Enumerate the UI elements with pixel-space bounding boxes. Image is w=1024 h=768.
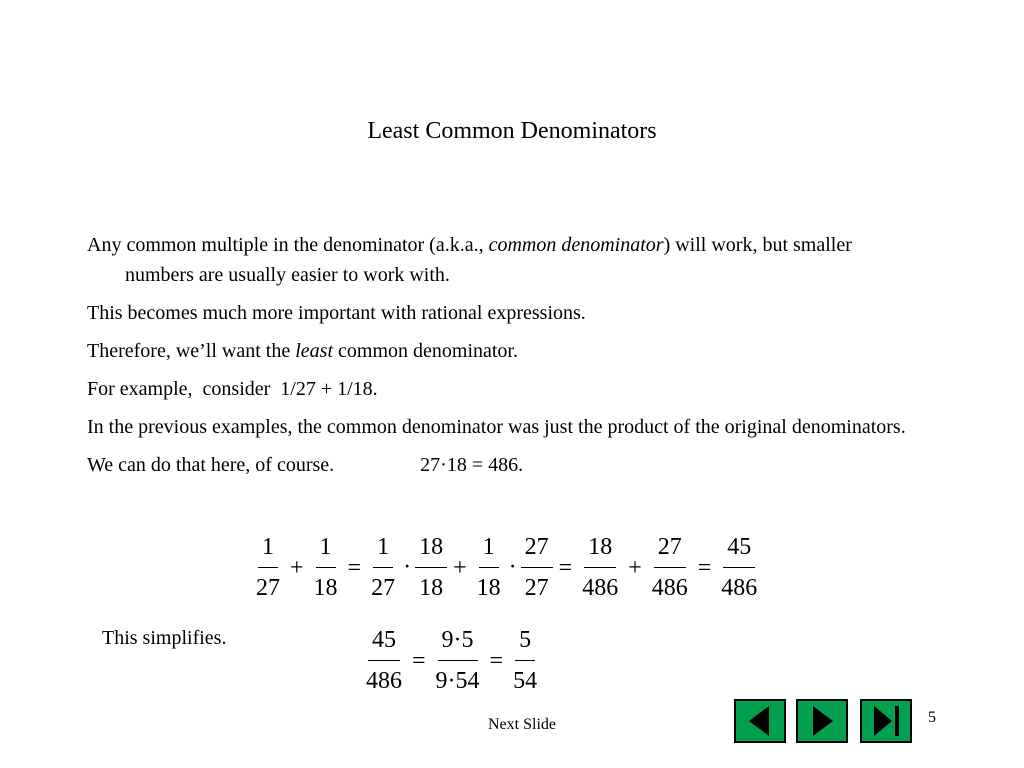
simplifies-label: This simplifies.: [102, 627, 227, 649]
fraction: [521, 531, 553, 604]
equals-operator: =: [489, 647, 504, 674]
paragraph-least-denominator: [87, 336, 917, 366]
paragraph-example: For example, consider 1/27 + 1/18.: [87, 378, 378, 400]
numerator: 1: [373, 531, 393, 568]
denominator: 54: [513, 668, 538, 694]
slide-body: [87, 230, 917, 488]
fraction: [432, 624, 484, 697]
denominator: 486: [651, 575, 688, 601]
numerator: 5: [515, 624, 535, 661]
text-run: Any common multiple in the denominator (a.k.a.,: [87, 234, 489, 256]
denominator: 27: [371, 575, 396, 601]
denominator: 27: [256, 575, 280, 601]
last-slide-icon: [862, 701, 910, 741]
fraction: [509, 624, 541, 697]
multiply-operator: ·: [403, 554, 412, 580]
paragraph-rational-expressions: This becomes much more important with rational expressions.: [87, 302, 586, 324]
previous-slide-icon: [736, 701, 784, 741]
next-slide-button[interactable]: [796, 699, 848, 743]
equals-operator: =: [697, 554, 712, 581]
equals-operator: =: [347, 554, 362, 581]
last-slide-button[interactable]: [860, 699, 912, 743]
plus-operator: +: [290, 554, 304, 581]
equation-simplify: [360, 624, 543, 697]
previous-slide-button[interactable]: [734, 699, 786, 743]
paragraph-previous-examples: In the previous examples, the common denominator was just the product of the original denominators.: [87, 416, 906, 438]
text-run: ) will work, but smaller numbers are usually easier to work with.: [125, 234, 852, 286]
equation-sum: [250, 531, 763, 604]
numerator: 27: [521, 531, 553, 568]
emphasis-text: common denominator: [488, 234, 664, 256]
denominator: 486: [721, 575, 758, 601]
numerator: 9·5: [438, 624, 478, 661]
fraction: [362, 624, 406, 697]
numerator: 1: [479, 531, 499, 568]
numerator: 1: [316, 531, 336, 568]
numerator: 1: [258, 531, 278, 568]
numerator: 18: [584, 531, 616, 568]
equals-operator: =: [558, 554, 573, 581]
next-slide-link[interactable]: Next Slide: [488, 716, 556, 733]
plus-operator: +: [628, 554, 642, 581]
fraction: [367, 531, 399, 604]
next-slide-icon: [798, 701, 846, 741]
denominator: 18: [419, 575, 444, 601]
text-run: We can do that here, of course.: [87, 454, 335, 476]
denominator: 486: [582, 575, 619, 601]
product-result: 27·18 = 486.: [420, 454, 524, 476]
emphasis-text: least: [295, 340, 334, 362]
fraction: [717, 531, 761, 604]
fraction: [252, 531, 284, 604]
plus-operator: +: [453, 554, 467, 581]
fraction: [415, 531, 447, 604]
slide-title: Least Common Denominators: [367, 118, 657, 144]
numerator: 27: [654, 531, 686, 568]
fraction: [310, 531, 342, 604]
paragraph-common-multiple: [87, 230, 917, 290]
fraction: [473, 531, 505, 604]
denominator: 27: [524, 575, 549, 601]
multiply-operator: ·: [508, 554, 517, 580]
denominator: 18: [313, 575, 338, 601]
fraction: [578, 531, 622, 604]
numerator: 18: [415, 531, 447, 568]
numerator: 45: [368, 624, 400, 661]
text-run: common denominator.: [333, 340, 518, 362]
text-run: Therefore, we’ll want the: [87, 340, 296, 362]
numerator: 45: [723, 531, 755, 568]
page-number: 5: [928, 709, 936, 726]
equals-operator: =: [412, 647, 426, 674]
denominator: 18: [476, 575, 501, 601]
fraction: [648, 531, 692, 604]
denominator: 486: [366, 668, 402, 694]
paragraph-product: [87, 450, 917, 480]
denominator: 9·54: [435, 668, 480, 694]
